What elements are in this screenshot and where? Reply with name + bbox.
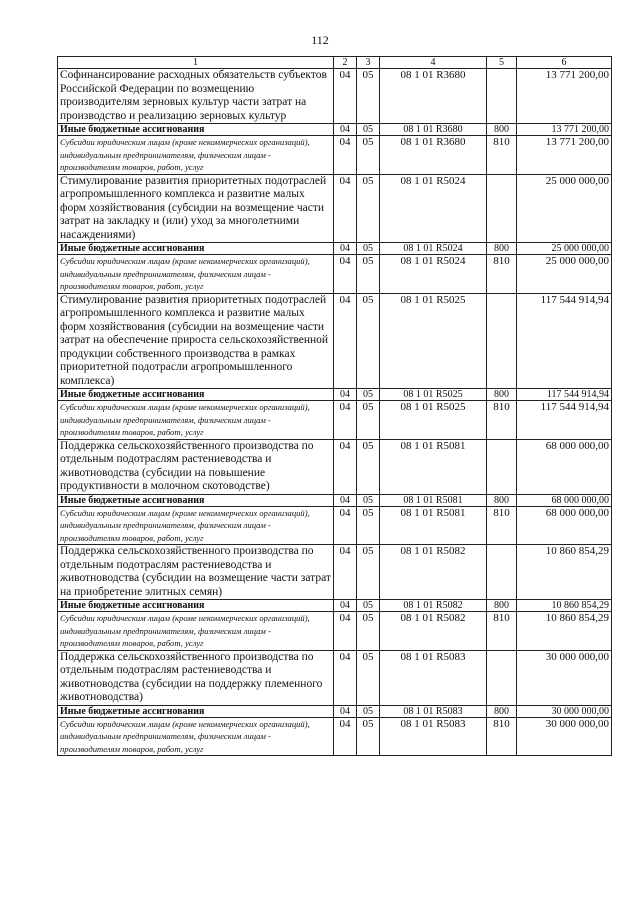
- row-target-code: 08 1 01 R5025: [380, 389, 487, 401]
- row-expense-type: 810: [487, 401, 517, 440]
- row-name: Иные бюджетные ассигнования: [58, 124, 334, 136]
- row-amount: 30 000 000,00: [517, 717, 612, 756]
- table-row: [58, 506, 612, 545]
- row-subsection: 05: [357, 650, 380, 705]
- row-expense-type: 800: [487, 494, 517, 506]
- row-target-code: 08 1 01 R5025: [380, 293, 487, 389]
- table-row: [58, 136, 612, 175]
- row-name: Стимулирование развития приоритетных подотраслей агропромышленного комплекса и развитие малых форм хозяйствования (субсидии на возмещение части затрат на закладку и (или) уход за многолетними насаждениями): [58, 174, 334, 243]
- table-row: [58, 124, 612, 136]
- row-target-code: 08 1 01 R5024: [380, 174, 487, 243]
- row-expense-type: 810: [487, 717, 517, 756]
- row-expense-type: [487, 174, 517, 243]
- row-amount: 10 860 854,29: [517, 545, 612, 600]
- row-name: Субсидии юридическим лицам (кроме некоммерческих организаций), индивидуальным предпринимателям, физическим лицам - производителям товаров, работ, услуг: [58, 255, 334, 294]
- row-amount: 117 544 914,94: [517, 293, 612, 389]
- row-target-code: 08 1 01 R3680: [380, 124, 487, 136]
- row-name: Поддержка сельскохозяйственного производства по отдельным подотраслям растениеводства и животноводства (субсидии на повышение продуктивности в молочном скотоводстве): [58, 439, 334, 494]
- row-amount: 25 000 000,00: [517, 174, 612, 243]
- table-row: [58, 69, 612, 124]
- row-expense-type: 810: [487, 506, 517, 545]
- row-amount: 117 544 914,94: [517, 389, 612, 401]
- row-amount: 30 000 000,00: [517, 650, 612, 705]
- row-section: 04: [334, 494, 357, 506]
- row-amount: 68 000 000,00: [517, 506, 612, 545]
- row-section: 04: [334, 124, 357, 136]
- table-row: [58, 255, 612, 294]
- row-name: Субсидии юридическим лицам (кроме некоммерческих организаций), индивидуальным предпринимателям, физическим лицам - производителям товаров, работ, услуг: [58, 136, 334, 175]
- row-subsection: 05: [357, 69, 380, 124]
- row-amount: 117 544 914,94: [517, 401, 612, 440]
- row-target-code: 08 1 01 R5082: [380, 545, 487, 600]
- row-name: Поддержка сельскохозяйственного производства по отдельным подотраслям растениеводства и животноводства (субсидии на поддержку племенного животноводства): [58, 650, 334, 705]
- table-row: [58, 439, 612, 494]
- column-header: 4: [380, 57, 487, 69]
- table-body: [58, 69, 612, 756]
- table-row: [58, 612, 612, 651]
- row-subsection: 05: [357, 389, 380, 401]
- row-section: 04: [334, 650, 357, 705]
- row-target-code: 08 1 01 R5082: [380, 600, 487, 612]
- row-expense-type: 800: [487, 600, 517, 612]
- row-amount: 10 860 854,29: [517, 600, 612, 612]
- row-section: 04: [334, 600, 357, 612]
- table-row: [58, 293, 612, 389]
- row-name: Иные бюджетные ассигнования: [58, 600, 334, 612]
- row-amount: 30 000 000,00: [517, 705, 612, 717]
- row-expense-type: [487, 650, 517, 705]
- row-section: 04: [334, 389, 357, 401]
- row-name: Субсидии юридическим лицам (кроме некоммерческих организаций), индивидуальным предпринимателям, физическим лицам - производителям товаров, работ, услуг: [58, 401, 334, 440]
- table-row: [58, 650, 612, 705]
- row-subsection: 05: [357, 243, 380, 255]
- row-target-code: 08 1 01 R5024: [380, 255, 487, 294]
- row-expense-type: 800: [487, 705, 517, 717]
- row-subsection: 05: [357, 717, 380, 756]
- row-amount: 13 771 200,00: [517, 69, 612, 124]
- row-section: 04: [334, 545, 357, 600]
- row-name: Иные бюджетные ассигнования: [58, 389, 334, 401]
- row-amount: 13 771 200,00: [517, 136, 612, 175]
- row-section: 04: [334, 174, 357, 243]
- row-section: 04: [334, 255, 357, 294]
- row-amount: 68 000 000,00: [517, 439, 612, 494]
- column-header: 3: [357, 57, 380, 69]
- row-subsection: 05: [357, 494, 380, 506]
- row-name: Иные бюджетные ассигнования: [58, 705, 334, 717]
- row-section: 04: [334, 717, 357, 756]
- row-amount: 25 000 000,00: [517, 243, 612, 255]
- row-amount: 25 000 000,00: [517, 255, 612, 294]
- table-row: [58, 717, 612, 756]
- row-amount: 68 000 000,00: [517, 494, 612, 506]
- row-section: 04: [334, 401, 357, 440]
- row-expense-type: [487, 545, 517, 600]
- table-row: [58, 705, 612, 717]
- row-target-code: 08 1 01 R5083: [380, 650, 487, 705]
- row-name: Иные бюджетные ассигнования: [58, 243, 334, 255]
- table-row: [58, 401, 612, 440]
- column-header: 1: [58, 57, 334, 69]
- row-subsection: 05: [357, 506, 380, 545]
- row-expense-type: [487, 293, 517, 389]
- row-name: Субсидии юридическим лицам (кроме некоммерческих организаций), индивидуальным предпринимателям, физическим лицам - производителям товаров, работ, услуг: [58, 612, 334, 651]
- row-amount: 13 771 200,00: [517, 124, 612, 136]
- row-subsection: 05: [357, 545, 380, 600]
- row-section: 04: [334, 506, 357, 545]
- table-row: [58, 545, 612, 600]
- row-expense-type: 800: [487, 124, 517, 136]
- row-amount: 10 860 854,29: [517, 612, 612, 651]
- row-section: 04: [334, 293, 357, 389]
- row-name: Стимулирование развития приоритетных подотраслей агропромышленного комплекса и развитие малых форм хозяйствования (субсидии на возмещение части затрат на обеспечение прироста сельскохозяйственной продукции собственного производства в рамках приоритетной подотрасли агропромышленного комплекса): [58, 293, 334, 389]
- row-target-code: 08 1 01 R5081: [380, 439, 487, 494]
- row-expense-type: 800: [487, 389, 517, 401]
- row-target-code: 08 1 01 R5024: [380, 243, 487, 255]
- row-subsection: 05: [357, 293, 380, 389]
- table-row: [58, 600, 612, 612]
- row-name: Иные бюджетные ассигнования: [58, 494, 334, 506]
- row-subsection: 05: [357, 612, 380, 651]
- row-expense-type: [487, 69, 517, 124]
- column-header: 5: [487, 57, 517, 69]
- row-target-code: 08 1 01 R5081: [380, 506, 487, 545]
- table-header-row: [58, 57, 612, 69]
- budget-table: [57, 56, 612, 756]
- table-row: [58, 243, 612, 255]
- page-number: 112: [311, 33, 329, 47]
- row-expense-type: 810: [487, 255, 517, 294]
- row-target-code: 08 1 01 R5083: [380, 717, 487, 756]
- row-section: 04: [334, 439, 357, 494]
- row-expense-type: 800: [487, 243, 517, 255]
- row-subsection: 05: [357, 705, 380, 717]
- row-subsection: 05: [357, 124, 380, 136]
- row-expense-type: [487, 439, 517, 494]
- row-target-code: 08 1 01 R3680: [380, 136, 487, 175]
- row-section: 04: [334, 136, 357, 175]
- table-row: [58, 174, 612, 243]
- row-section: 04: [334, 612, 357, 651]
- row-section: 04: [334, 69, 357, 124]
- row-name: Софинансирование расходных обязательств субъектов Российской Федерации по возмещению производителям зерновых культур части затрат на производство и реализацию зерновых культур: [58, 69, 334, 124]
- table-row: [58, 494, 612, 506]
- row-expense-type: 810: [487, 136, 517, 175]
- row-subsection: 05: [357, 255, 380, 294]
- row-target-code: 08 1 01 R5081: [380, 494, 487, 506]
- row-target-code: 08 1 01 R5082: [380, 612, 487, 651]
- row-subsection: 05: [357, 136, 380, 175]
- column-header: 6: [517, 57, 612, 69]
- row-name: Поддержка сельскохозяйственного производства по отдельным подотраслям растениеводства и животноводства (субсидии на возмещение части затрат на приобретение элитных семян): [58, 545, 334, 600]
- row-subsection: 05: [357, 439, 380, 494]
- table-row: [58, 389, 612, 401]
- column-header: 2: [334, 57, 357, 69]
- row-target-code: 08 1 01 R5025: [380, 401, 487, 440]
- row-target-code: 08 1 01 R5083: [380, 705, 487, 717]
- row-expense-type: 810: [487, 612, 517, 651]
- row-name: Субсидии юридическим лицам (кроме некоммерческих организаций), индивидуальным предпринимателям, физическим лицам - производителям товаров, работ, услуг: [58, 717, 334, 756]
- row-subsection: 05: [357, 401, 380, 440]
- row-target-code: 08 1 01 R3680: [380, 69, 487, 124]
- row-section: 04: [334, 243, 357, 255]
- row-section: 04: [334, 705, 357, 717]
- row-subsection: 05: [357, 600, 380, 612]
- row-subsection: 05: [357, 174, 380, 243]
- row-name: Субсидии юридическим лицам (кроме некоммерческих организаций), индивидуальным предпринимателям, физическим лицам - производителям товаров, работ, услуг: [58, 506, 334, 545]
